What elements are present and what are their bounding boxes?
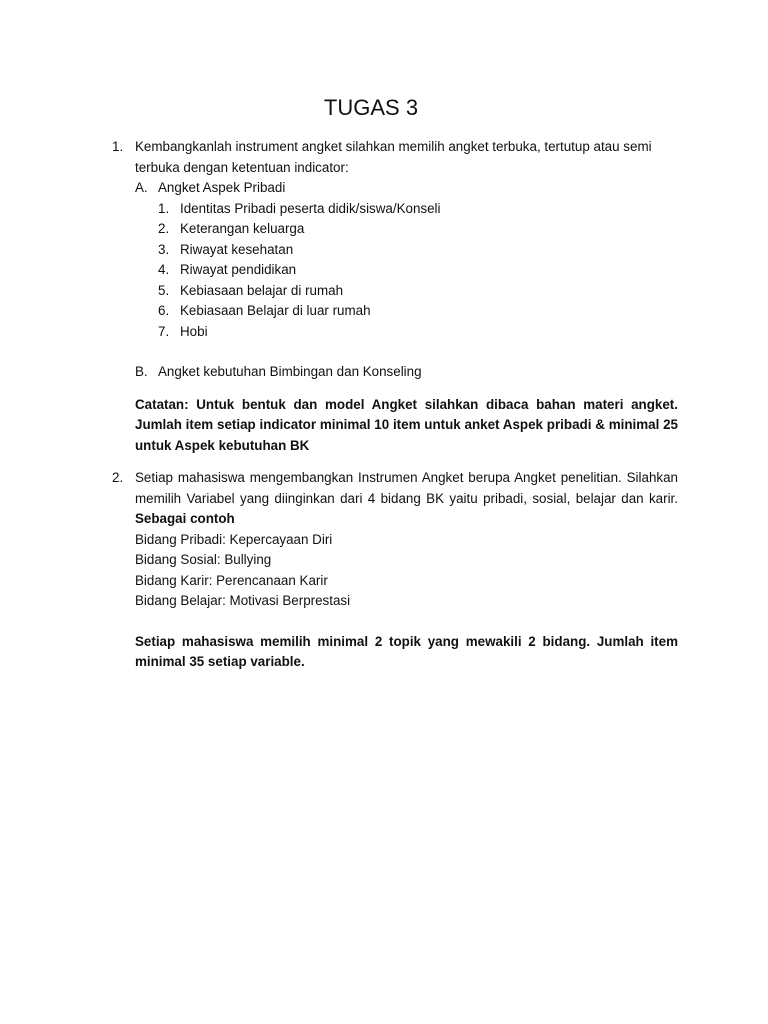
task-1 xyxy=(112,137,678,456)
section-a-label: Angket Aspek Pribadi xyxy=(158,180,286,195)
task-1-intro: Kembangkanlah instrument angket silahkan memilih angket terbuka, tertutup atau semi terbuka dengan ketentuan indicator: xyxy=(135,139,652,175)
document-content xyxy=(112,137,678,673)
example-item: Bidang Pribadi: Kepercayaan Diri xyxy=(135,531,333,547)
list-item xyxy=(158,281,678,302)
list-item-text: Kebiasaan belajar di rumah xyxy=(180,282,344,298)
list-item-text: Kebiasaan Belajar di luar rumah xyxy=(180,303,371,318)
section-b xyxy=(135,362,678,383)
example-item: Bidang Karir: Perencanaan Karir xyxy=(135,572,328,588)
list-item-number: 2. xyxy=(158,221,170,236)
example-list xyxy=(135,530,678,612)
example-item: Bidang Sosial: Bullying xyxy=(135,552,272,567)
list-item-number: 6. xyxy=(158,303,170,318)
list-item xyxy=(158,322,678,343)
task-2-intro-text: Setiap mahasiswa mengembangkan Instrumen Angket berupa Angket penelitian. Silahkan memilih Variabel yang diinginkan dari 4 bidang BK yaitu pribadi, sosial, belajar dan karir. xyxy=(135,470,678,506)
section-a-letter: A. xyxy=(135,180,148,195)
task-2-note: Setiap mahasiswa memilih minimal 2 topik yang mewakili 2 bidang. Jumlah item minimal 35 setiap variable. xyxy=(135,633,678,669)
example-item: Bidang Belajar: Motivasi Berprestasi xyxy=(135,593,351,608)
list-item-number: 7. xyxy=(158,323,170,339)
list-item-number: 4. xyxy=(158,262,170,277)
list-item-text: Identitas Pribadi peserta didik/siswa/Konseli xyxy=(180,200,441,216)
task-1-number: 1. xyxy=(112,139,124,154)
list-item-number: 3. xyxy=(158,241,170,257)
list-item xyxy=(158,219,678,240)
page-title: TUGAS 3 xyxy=(323,95,419,120)
list-item-text: Hobi xyxy=(180,323,208,339)
task-2-intro xyxy=(135,468,678,530)
task-2-number: 2. xyxy=(112,470,124,485)
list-item xyxy=(158,240,678,261)
list-item-text: Riwayat pendidikan xyxy=(180,262,297,277)
section-b-letter: B. xyxy=(135,364,148,379)
task-2 xyxy=(112,468,678,673)
list-item-number: 5. xyxy=(158,282,170,298)
list-item-text: Keterangan keluarga xyxy=(180,221,305,236)
section-b-label: Angket kebutuhan Bimbingan dan Konseling xyxy=(158,364,422,379)
task-1-note: Catatan: Untuk bentuk dan model Angket silahkan dibaca bahan materi angket. Jumlah item setiap indicator minimal 10 item untuk anket Aspek pribadi & minimal 25 untuk Aspek kebutuhan BK xyxy=(135,396,678,453)
list-item xyxy=(158,260,678,281)
list-item xyxy=(158,199,678,220)
list-item-number: 1. xyxy=(158,200,170,216)
section-a-list xyxy=(158,199,678,343)
list-item xyxy=(158,301,678,322)
example-label: Sebagai contoh xyxy=(135,511,235,526)
section-a xyxy=(135,178,678,342)
list-item-text: Riwayat kesehatan xyxy=(180,241,294,257)
